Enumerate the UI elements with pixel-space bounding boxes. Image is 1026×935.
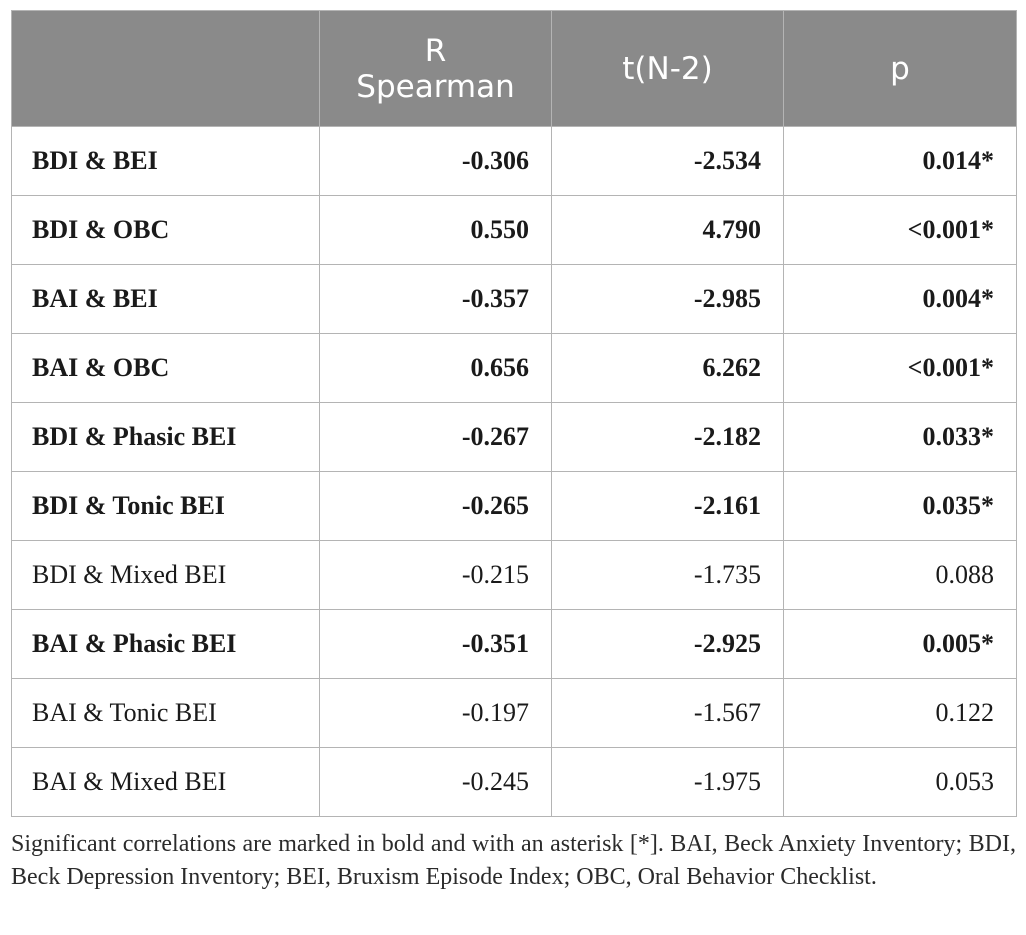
t-value: -2.985 [552,265,784,334]
p-value: 0.004* [784,265,1017,334]
row-label: BAI & Mixed BEI [12,748,320,817]
p-value: 0.122 [784,679,1017,748]
table-row [12,265,1017,334]
header-t-statistic: t(N-2) [552,11,784,127]
p-value: <0.001* [784,334,1017,403]
p-value: 0.033* [784,403,1017,472]
row-label: BDI & Mixed BEI [12,541,320,610]
table-row [12,679,1017,748]
p-value: <0.001* [784,196,1017,265]
r-value: 0.550 [320,196,552,265]
p-value: 0.014* [784,127,1017,196]
p-value: 0.035* [784,472,1017,541]
r-value: -0.267 [320,403,552,472]
p-value: 0.053 [784,748,1017,817]
row-label: BAI & OBC [12,334,320,403]
t-value: -2.182 [552,403,784,472]
row-label: BDI & OBC [12,196,320,265]
row-label: BDI & Tonic BEI [12,472,320,541]
r-value: 0.656 [320,334,552,403]
table-row [12,472,1017,541]
t-value: -1.975 [552,748,784,817]
r-value: -0.197 [320,679,552,748]
t-value: 6.262 [552,334,784,403]
r-value: -0.357 [320,265,552,334]
header-label-cell [12,11,320,127]
table-row [12,196,1017,265]
table-row [12,403,1017,472]
r-value: -0.265 [320,472,552,541]
header-r-spearman [320,11,552,127]
header-r-line1: R [424,32,447,69]
correlation-table [11,10,1017,817]
t-value: -2.925 [552,610,784,679]
r-value: -0.351 [320,610,552,679]
row-label: BAI & Tonic BEI [12,679,320,748]
table-row [12,748,1017,817]
table-row [12,334,1017,403]
t-value: -2.161 [552,472,784,541]
table-row [12,127,1017,196]
row-label: BAI & Phasic BEI [12,610,320,679]
header-r-line2: Spearman [356,68,515,105]
header-row [12,11,1017,127]
r-value: -0.215 [320,541,552,610]
r-value: -0.306 [320,127,552,196]
row-label: BDI & BEI [12,127,320,196]
table-footnote: Significant correlations are marked in bold and with an asterisk [*]. BAI, Beck Anxiety Inventory; BDI, Beck Depression Inventory; BEI, Bruxism Episode Index; OBC, Oral Behavior Checklist. [11,831,1016,890]
r-value: -0.245 [320,748,552,817]
p-value: 0.088 [784,541,1017,610]
t-value: -1.567 [552,679,784,748]
row-label: BDI & Phasic BEI [12,403,320,472]
t-value: -2.534 [552,127,784,196]
table-row [12,610,1017,679]
t-value: 4.790 [552,196,784,265]
table-row [12,541,1017,610]
header-p-value: p [784,11,1017,127]
row-label: BAI & BEI [12,265,320,334]
p-value: 0.005* [784,610,1017,679]
t-value: -1.735 [552,541,784,610]
